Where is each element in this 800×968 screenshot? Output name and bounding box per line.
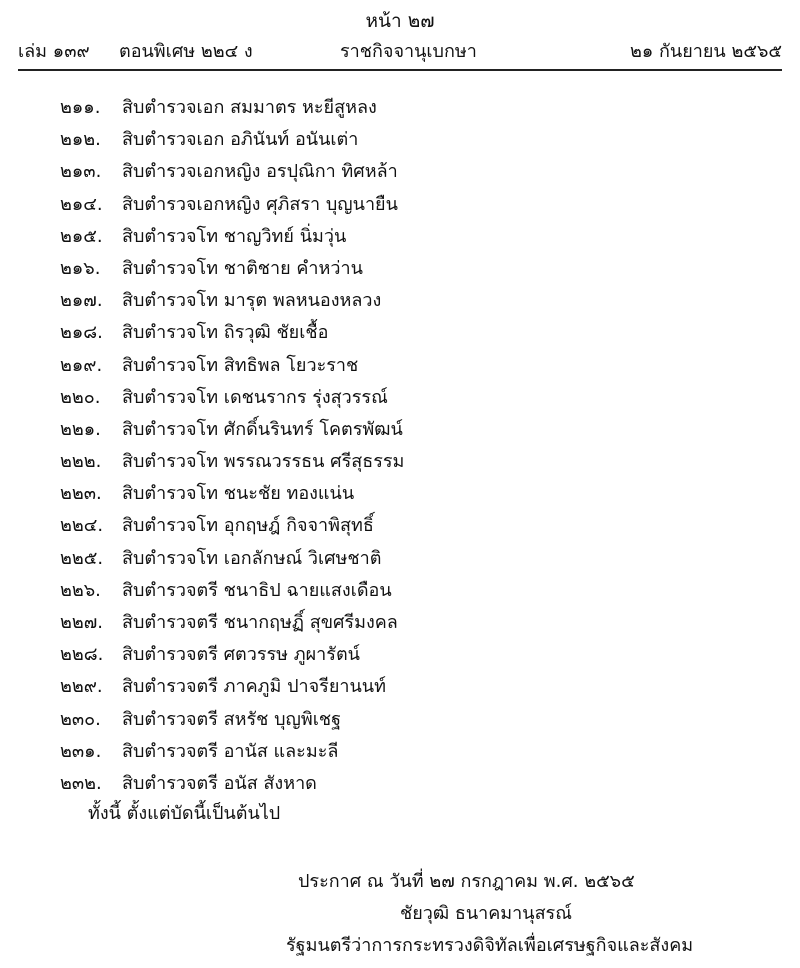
list-item bbox=[60, 317, 780, 349]
signer-position: รัฐมนตรีว่าการกระทรวงดิจิทัลเพื่อเศรษฐกิจและสังคม bbox=[286, 935, 694, 956]
item-text: สิบตำรวจเอก อภินันท์ อนันเต่า bbox=[122, 129, 359, 151]
signature-block bbox=[260, 866, 760, 962]
item-number: ๒๒๒. bbox=[60, 451, 102, 473]
item-text: สิบตำรวจโท ศักดิ์นรินทร์ โคตรพัฒน์ bbox=[122, 418, 403, 440]
volume-label: เล่ม ๑๓๙ bbox=[18, 41, 90, 62]
list-item bbox=[60, 671, 780, 703]
item-number: ๒๒๖. bbox=[60, 579, 101, 601]
item-text: สิบตำรวจโท ชาติชาย คำหว่าน bbox=[122, 257, 363, 279]
appointee-list bbox=[60, 92, 780, 800]
item-number: ๒๑๙. bbox=[60, 354, 103, 376]
item-text: สิบตำรวจตรี สหรัช บุญพิเชฐ bbox=[122, 708, 341, 730]
item-text: สิบตำรวจตรี อานัส และมะลี bbox=[122, 740, 339, 762]
list-item bbox=[60, 704, 780, 736]
item-text: สิบตำรวจตรี ศตวรรษ ภูผารัตน์ bbox=[122, 644, 360, 666]
item-number: ๒๑๓. bbox=[60, 161, 102, 183]
item-text: สิบตำรวจตรี ชนากฤษฏิ์ สุขศรีมงคล bbox=[122, 612, 398, 633]
item-text: สิบตำรวจเอกหญิง อรปุณิกา ทิศหล้า bbox=[122, 161, 398, 183]
list-item bbox=[60, 350, 780, 382]
item-number: ๒๒๘. bbox=[60, 644, 104, 666]
item-text: สิบตำรวจโท เดชนรากร รุ่งสุวรรณ์ bbox=[122, 386, 388, 408]
effective-statement: ทั้งนี้ ตั้งแต่บัดนี้เป็นต้นไป bbox=[88, 803, 281, 824]
item-number: ๒๑๑. bbox=[60, 97, 101, 118]
header-divider bbox=[18, 69, 782, 71]
item-text: สิบตำรวจโท เอกลักษณ์ วิเศษชาติ bbox=[122, 547, 382, 569]
list-item bbox=[60, 607, 780, 639]
item-number: ๒๒๔. bbox=[60, 515, 104, 537]
item-text: สิบตำรวจโท มารุต พลหนองหลวง bbox=[122, 290, 382, 312]
list-item bbox=[60, 478, 780, 510]
signer-name: ชัยวุฒิ ธนาคมานุสรณ์ bbox=[400, 903, 572, 924]
section-label: ตอนพิเศษ ๒๒๔ ง bbox=[119, 41, 253, 62]
publication-date: ๒๑ กันยายน ๒๕๖๕ bbox=[630, 41, 782, 62]
list-item bbox=[60, 285, 780, 317]
item-text: สิบตำรวจโท พรรณวรรธน ศรีสุธรรม bbox=[122, 451, 405, 473]
item-number: ๒๑๘. bbox=[60, 322, 103, 344]
list-item bbox=[60, 414, 780, 446]
list-item bbox=[60, 124, 780, 156]
item-text: สิบตำรวจตรี อนัส สังหาด bbox=[122, 772, 317, 794]
item-number: ๒๑๒. bbox=[60, 129, 101, 151]
item-number: ๒๓๒. bbox=[60, 772, 102, 794]
list-item bbox=[60, 768, 780, 800]
announcement-date: ประกาศ ณ วันที่ ๒๗ กรกฎาคม พ.ศ. ๒๕๖๕ bbox=[298, 871, 635, 892]
list-item bbox=[60, 736, 780, 768]
list-item bbox=[60, 639, 780, 671]
list-item bbox=[60, 510, 780, 542]
item-number: ๒๒๕. bbox=[60, 547, 104, 569]
item-number: ๒๑๕. bbox=[60, 225, 103, 247]
list-item bbox=[60, 253, 780, 285]
item-number: ๒๑๖. bbox=[60, 257, 101, 279]
list-item bbox=[60, 543, 780, 575]
list-item bbox=[60, 575, 780, 607]
list-item bbox=[60, 156, 780, 188]
item-text: สิบตำรวจเอกหญิง ศุภิสรา บุญนายืน bbox=[122, 193, 398, 215]
item-text: สิบตำรวจโท อุกฤษฎ์ กิจจาพิสุทธิ์ bbox=[122, 515, 374, 537]
list-item bbox=[60, 446, 780, 478]
item-number: ๒๑๗. bbox=[60, 290, 103, 312]
item-text: สิบตำรวจตรี ภาคภูมิ ปาจรียานนท์ bbox=[122, 676, 386, 698]
item-text: สิบตำรวจเอก สมมาตร หะยีสูหลง bbox=[122, 97, 377, 118]
item-text: สิบตำรวจโท สิทธิพล โยวะราช bbox=[122, 354, 359, 376]
page-number: หน้า ๒๗ bbox=[365, 10, 435, 32]
item-number: ๒๒๐. bbox=[60, 386, 101, 408]
item-number: ๒๒๗. bbox=[60, 612, 103, 633]
item-number: ๒๓๑. bbox=[60, 740, 102, 762]
item-number: ๒๑๔. bbox=[60, 193, 103, 215]
list-item bbox=[60, 92, 780, 124]
list-item bbox=[60, 382, 780, 414]
list-item bbox=[60, 221, 780, 253]
list-item bbox=[60, 189, 780, 221]
item-number: ๒๒๑. bbox=[60, 418, 101, 440]
item-number: ๒๓๐. bbox=[60, 708, 101, 730]
gazette-header bbox=[18, 38, 782, 66]
item-text: สิบตำรวจตรี ชนาธิป ฉายแสงเดือน bbox=[122, 579, 392, 601]
gazette-title: ราชกิจจานุเบกษา bbox=[340, 41, 477, 62]
item-text: สิบตำรวจโท ชาญวิทย์ นิ่มวุ่น bbox=[122, 225, 347, 247]
item-text: สิบตำรวจโท ชนะชัย ทองแน่น bbox=[122, 483, 355, 505]
item-number: ๒๒๙. bbox=[60, 676, 103, 698]
item-number: ๒๒๓. bbox=[60, 483, 102, 505]
item-text: สิบตำรวจโท ถิรวุฒิ ชัยเชื้อ bbox=[122, 322, 329, 344]
